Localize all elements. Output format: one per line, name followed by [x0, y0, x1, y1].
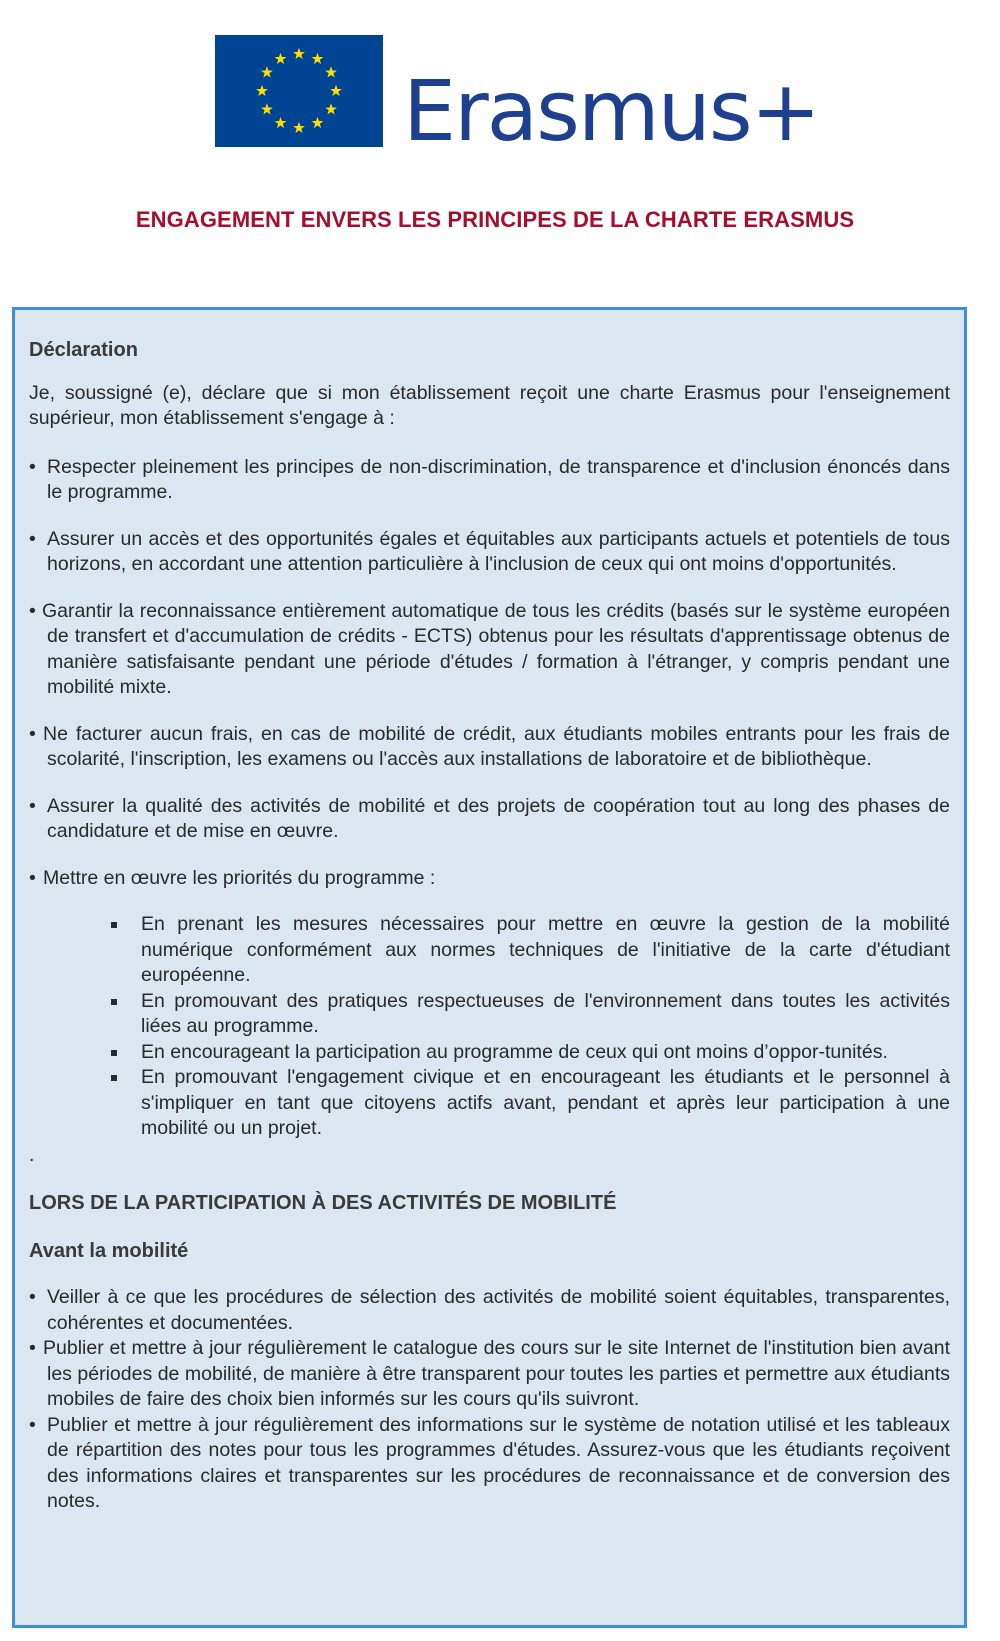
bullet-glyph: • [29, 599, 36, 622]
bullet-glyph: • [29, 1413, 36, 1436]
priorities-list [29, 912, 950, 1142]
bullet-glyph: • [29, 1337, 36, 1359]
list-item: • Assurer la qualité des activités de mobilité et des projets de coopération tout au long des phases de candidature et de mise en œuvre. [29, 794, 950, 842]
charter-box [12, 307, 967, 1628]
square-bullet-icon [111, 999, 117, 1005]
priority-item: En promouvant l'engagement civique et en encourageant les étudiants et le personnel à s'impliquer en tant que citoyens actifs avant, pendant et après leur participation à une mobilité ou un projet. [141, 1065, 950, 1142]
priority-item: En encourageant la participation au programme de ceux qui ont moins d’oppor-tunités. [141, 1040, 950, 1066]
bullet-glyph: • [29, 866, 36, 889]
bullet-glyph: • [29, 1286, 36, 1308]
bullet-glyph: • [29, 527, 36, 550]
brand-name: Erasmus+ [403, 62, 820, 160]
erasmus-logo [215, 35, 820, 160]
square-bullet-icon [111, 922, 117, 928]
list-item: • Publier et mettre à jour régulièrement des informations sur le système de notation utilisé et les tableaux de répartition des notes pour tous les programmes d'études. Assurez-vous que les étudiants reçoivent des informations claires et transparentes sur les procédures de reconnaissance et de conversion des notes. [29, 1413, 950, 1512]
priority-item: En promouvant des pratiques respectueuses de l'environnement dans toutes les activités liées au programme. [141, 989, 950, 1040]
mobility-heading: LORS DE LA PARTICIPATION À DES ACTIVITÉS DE MOBILITÉ [29, 1192, 617, 1214]
stray-period: . [29, 1143, 35, 1166]
list-item: • Publier et mettre à jour régulièrement le catalogue des cours sur le site Internet de l'institution bien avant les périodes de mobilité, de manière à être transparent pour toutes les parties et permettre aux étudiants mobiles de faire des choix bien informés sur les cours qu'ils suivront. [29, 1337, 950, 1410]
eu-flag-icon [215, 35, 383, 147]
list-item: • Mettre en œuvre les priorités du programme : [29, 866, 950, 892]
declaration-heading: Déclaration [29, 339, 138, 361]
document-title: ENGAGEMENT ENVERS LES PRINCIPES DE LA CHARTE ERASMUS [135, 207, 855, 232]
list-item: • Assurer un accès et des opportunités égales et équitables aux participants actuels et potentiels de tous horizons, en accordant une attention particulière à l'inclusion de ceux qui ont moins d'opportunités. [29, 527, 950, 575]
list-item: • Garantir la reconnaissance entièrement automatique de tous les crédits (basés sur le système européen de transfert et d'accumulation de crédits - ECTS) obtenus pour les résultats d'apprentissage obtenus de manière satisfaisante pendant une période d'études / formation à l'étranger, y compris pendant une mobilité mixte. [29, 599, 950, 698]
list-item: • Respecter pleinement les principes de non-discrimination, de transparence et d'inclusion énoncés dans le programme. [29, 455, 950, 503]
list-item: • Veiller à ce que les procédures de sélection des activités de mobilité soient équitables, transparentes, cohérentes et documentées. [29, 1286, 950, 1334]
bullet-glyph: • [29, 794, 36, 817]
list-item: • Ne facturer aucun frais, en cas de mobilité de crédit, aux étudiants mobiles entrants pour les frais de scolarité, l'inscription, les examens ou l'accès aux installations de laboratoire et de bibliothèque. [29, 722, 950, 770]
declaration-intro: Je, soussigné (e), déclare que si mon établissement reçoit une charte Erasmus pour l'enseignement supérieur, mon établissement s'engage à : [29, 381, 950, 429]
square-bullet-icon [111, 1075, 117, 1081]
bullet-glyph: • [29, 455, 36, 478]
square-bullet-icon [111, 1050, 117, 1056]
before-mobility-subheading: Avant la mobilité [29, 1239, 189, 1262]
priority-item: En prenant les mesures nécessaires pour mettre en œuvre la gestion de la mobilité numérique conformément aux normes techniques de l'initiative de la carte d'étudiant européenne. [141, 912, 950, 989]
bullet-glyph: • [29, 722, 36, 745]
